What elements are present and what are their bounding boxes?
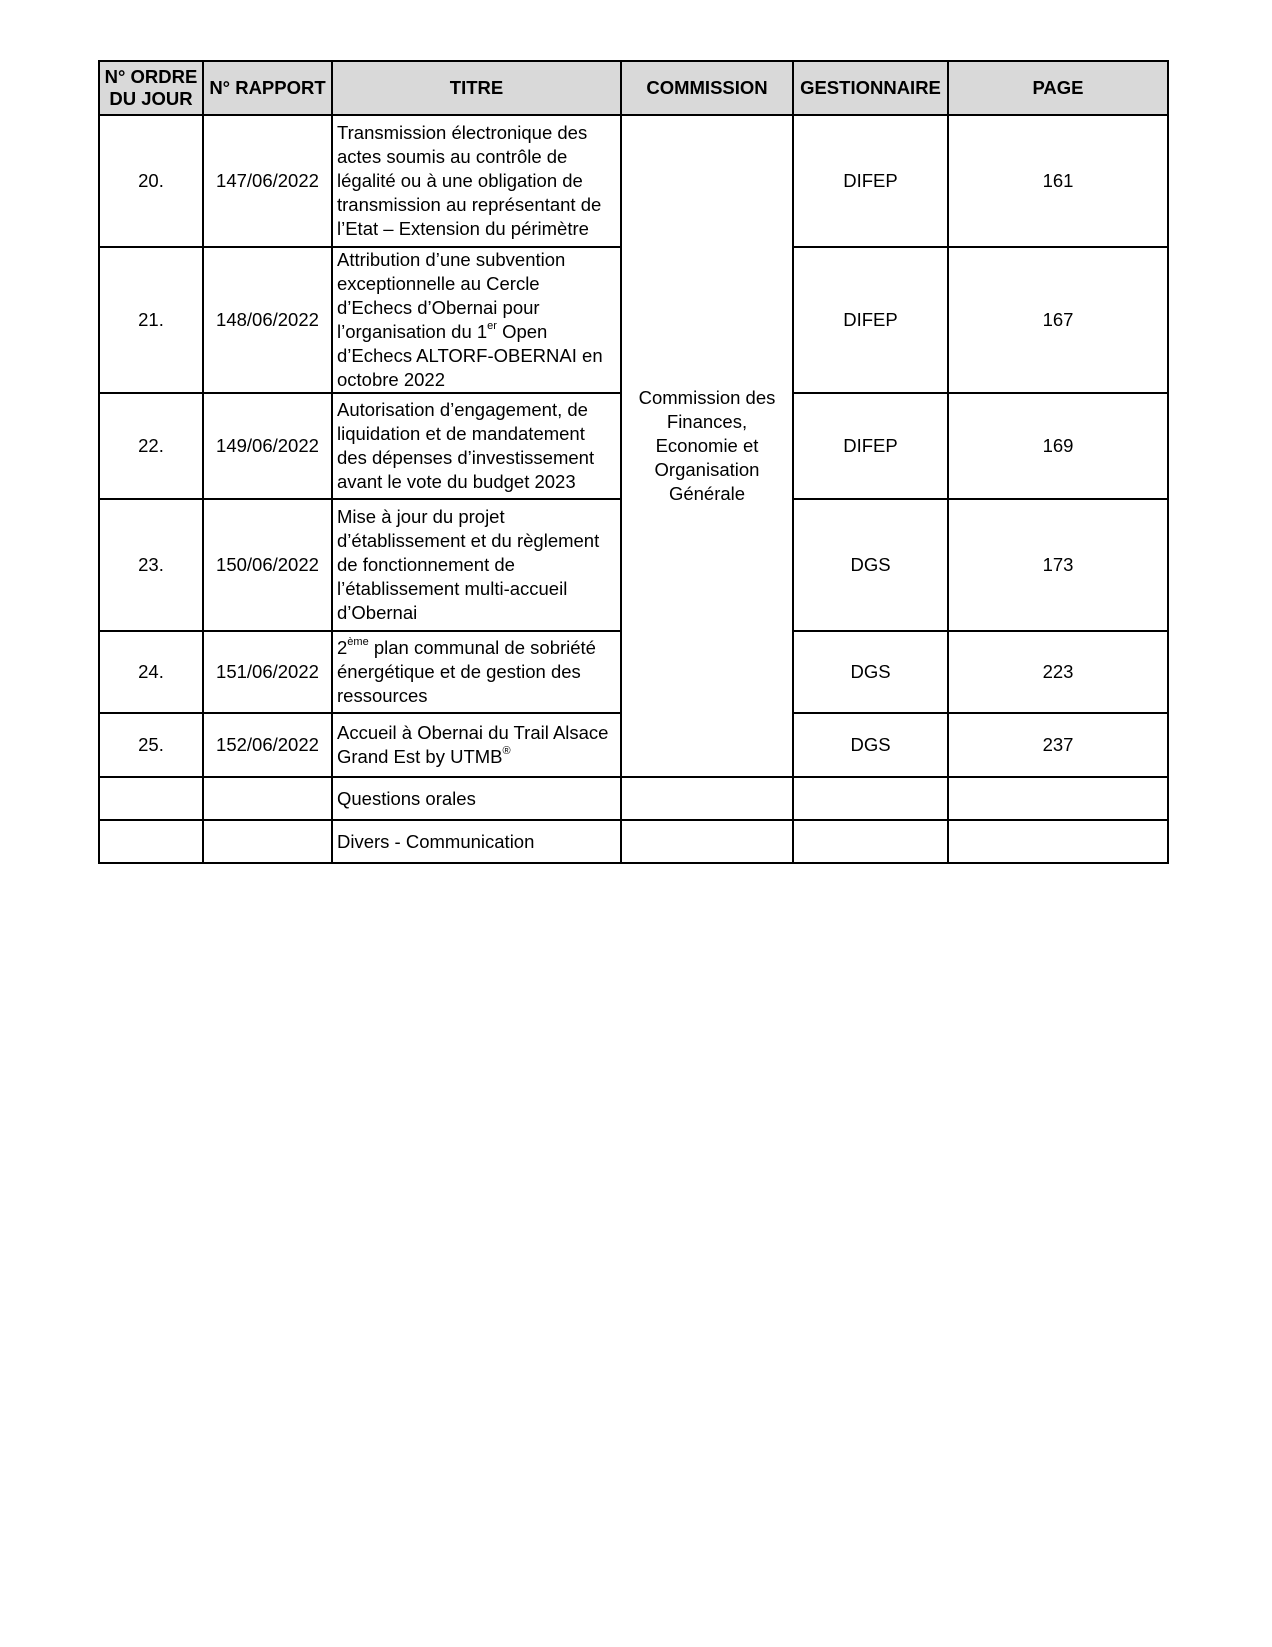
ordre-cell xyxy=(99,777,203,820)
gestionnaire-cell: DGS xyxy=(793,713,948,777)
rapport-cell: 149/06/2022 xyxy=(203,393,332,499)
gestionnaire-cell: DIFEP xyxy=(793,393,948,499)
page-cell: 223 xyxy=(948,631,1168,713)
table-row xyxy=(99,777,1168,820)
titre-text: 2 xyxy=(337,637,348,658)
titre-cell: Transmission électronique des actes soumis au contrôle de légalité ou à une obligation de transmission au représentant de l’Etat – Extension du périmètre xyxy=(332,115,621,247)
commission-cell xyxy=(621,777,793,820)
gestionnaire-cell: DGS xyxy=(793,499,948,631)
header-page: PAGE xyxy=(948,61,1168,115)
gestionnaire-cell: DIFEP xyxy=(793,247,948,393)
gestionnaire-cell xyxy=(793,820,948,863)
gestionnaire-cell: DIFEP xyxy=(793,115,948,247)
commission-cell: Commission des Finances, Economie et Organisation Générale xyxy=(621,115,793,777)
titre-cell: Mise à jour du projet d’établissement et du règlement de fonctionnement de l’établissement multi-accueil d’Obernai xyxy=(332,499,621,631)
header-row xyxy=(99,61,1168,115)
table-row xyxy=(99,115,1168,247)
titre-superscript: ® xyxy=(502,744,511,757)
rapport-cell xyxy=(203,820,332,863)
titre-superscript: er xyxy=(487,319,497,332)
titre-cell: Questions orales xyxy=(332,777,621,820)
ordre-cell: 24. xyxy=(99,631,203,713)
page-cell: 167 xyxy=(948,247,1168,393)
page-cell xyxy=(948,777,1168,820)
header-commission: COMMISSION xyxy=(621,61,793,115)
ordre-cell: 21. xyxy=(99,247,203,393)
titre-cell xyxy=(332,247,621,393)
rapport-cell: 151/06/2022 xyxy=(203,631,332,713)
ordre-cell: 23. xyxy=(99,499,203,631)
rapport-cell xyxy=(203,777,332,820)
titre-cell: Divers - Communication xyxy=(332,820,621,863)
rapport-cell: 152/06/2022 xyxy=(203,713,332,777)
page-cell: 173 xyxy=(948,499,1168,631)
header-titre: TITRE xyxy=(332,61,621,115)
table-row xyxy=(99,820,1168,863)
titre-cell: Autorisation d’engagement, de liquidation et de mandatement des dépenses d’investissement avant le vote du budget 2023 xyxy=(332,393,621,499)
titre-text: Attribution d’une subvention exceptionnelle au Cercle d’Echecs d’Obernai pour l’organisation du 1 xyxy=(337,249,566,342)
header-gestionnaire: GESTIONNAIRE xyxy=(793,61,948,115)
rapport-cell: 147/06/2022 xyxy=(203,115,332,247)
ordre-cell: 22. xyxy=(99,393,203,499)
rapport-cell: 150/06/2022 xyxy=(203,499,332,631)
ordre-cell xyxy=(99,820,203,863)
titre-cell xyxy=(332,713,621,777)
titre-superscript: ème xyxy=(347,635,369,648)
agenda-table xyxy=(98,60,1169,864)
header-ordre: N° ORDRE DU JOUR xyxy=(99,61,203,115)
titre-text: plan communal de sobriété énergétique et de gestion des ressources xyxy=(337,637,596,706)
titre-cell xyxy=(332,631,621,713)
rapport-cell: 148/06/2022 xyxy=(203,247,332,393)
commission-cell xyxy=(621,820,793,863)
titre-text: Accueil à Obernai du Trail Alsace Grand Est by UTMB xyxy=(337,722,609,767)
ordre-cell: 20. xyxy=(99,115,203,247)
ordre-cell: 25. xyxy=(99,713,203,777)
gestionnaire-cell: DGS xyxy=(793,631,948,713)
page-cell: 237 xyxy=(948,713,1168,777)
titre-text: Open d’Echecs ALTORF-OBERNAI en octobre 2022 xyxy=(337,321,603,390)
page-cell: 169 xyxy=(948,393,1168,499)
page-cell: 161 xyxy=(948,115,1168,247)
page-cell xyxy=(948,820,1168,863)
header-rapport: N° RAPPORT xyxy=(203,61,332,115)
gestionnaire-cell xyxy=(793,777,948,820)
